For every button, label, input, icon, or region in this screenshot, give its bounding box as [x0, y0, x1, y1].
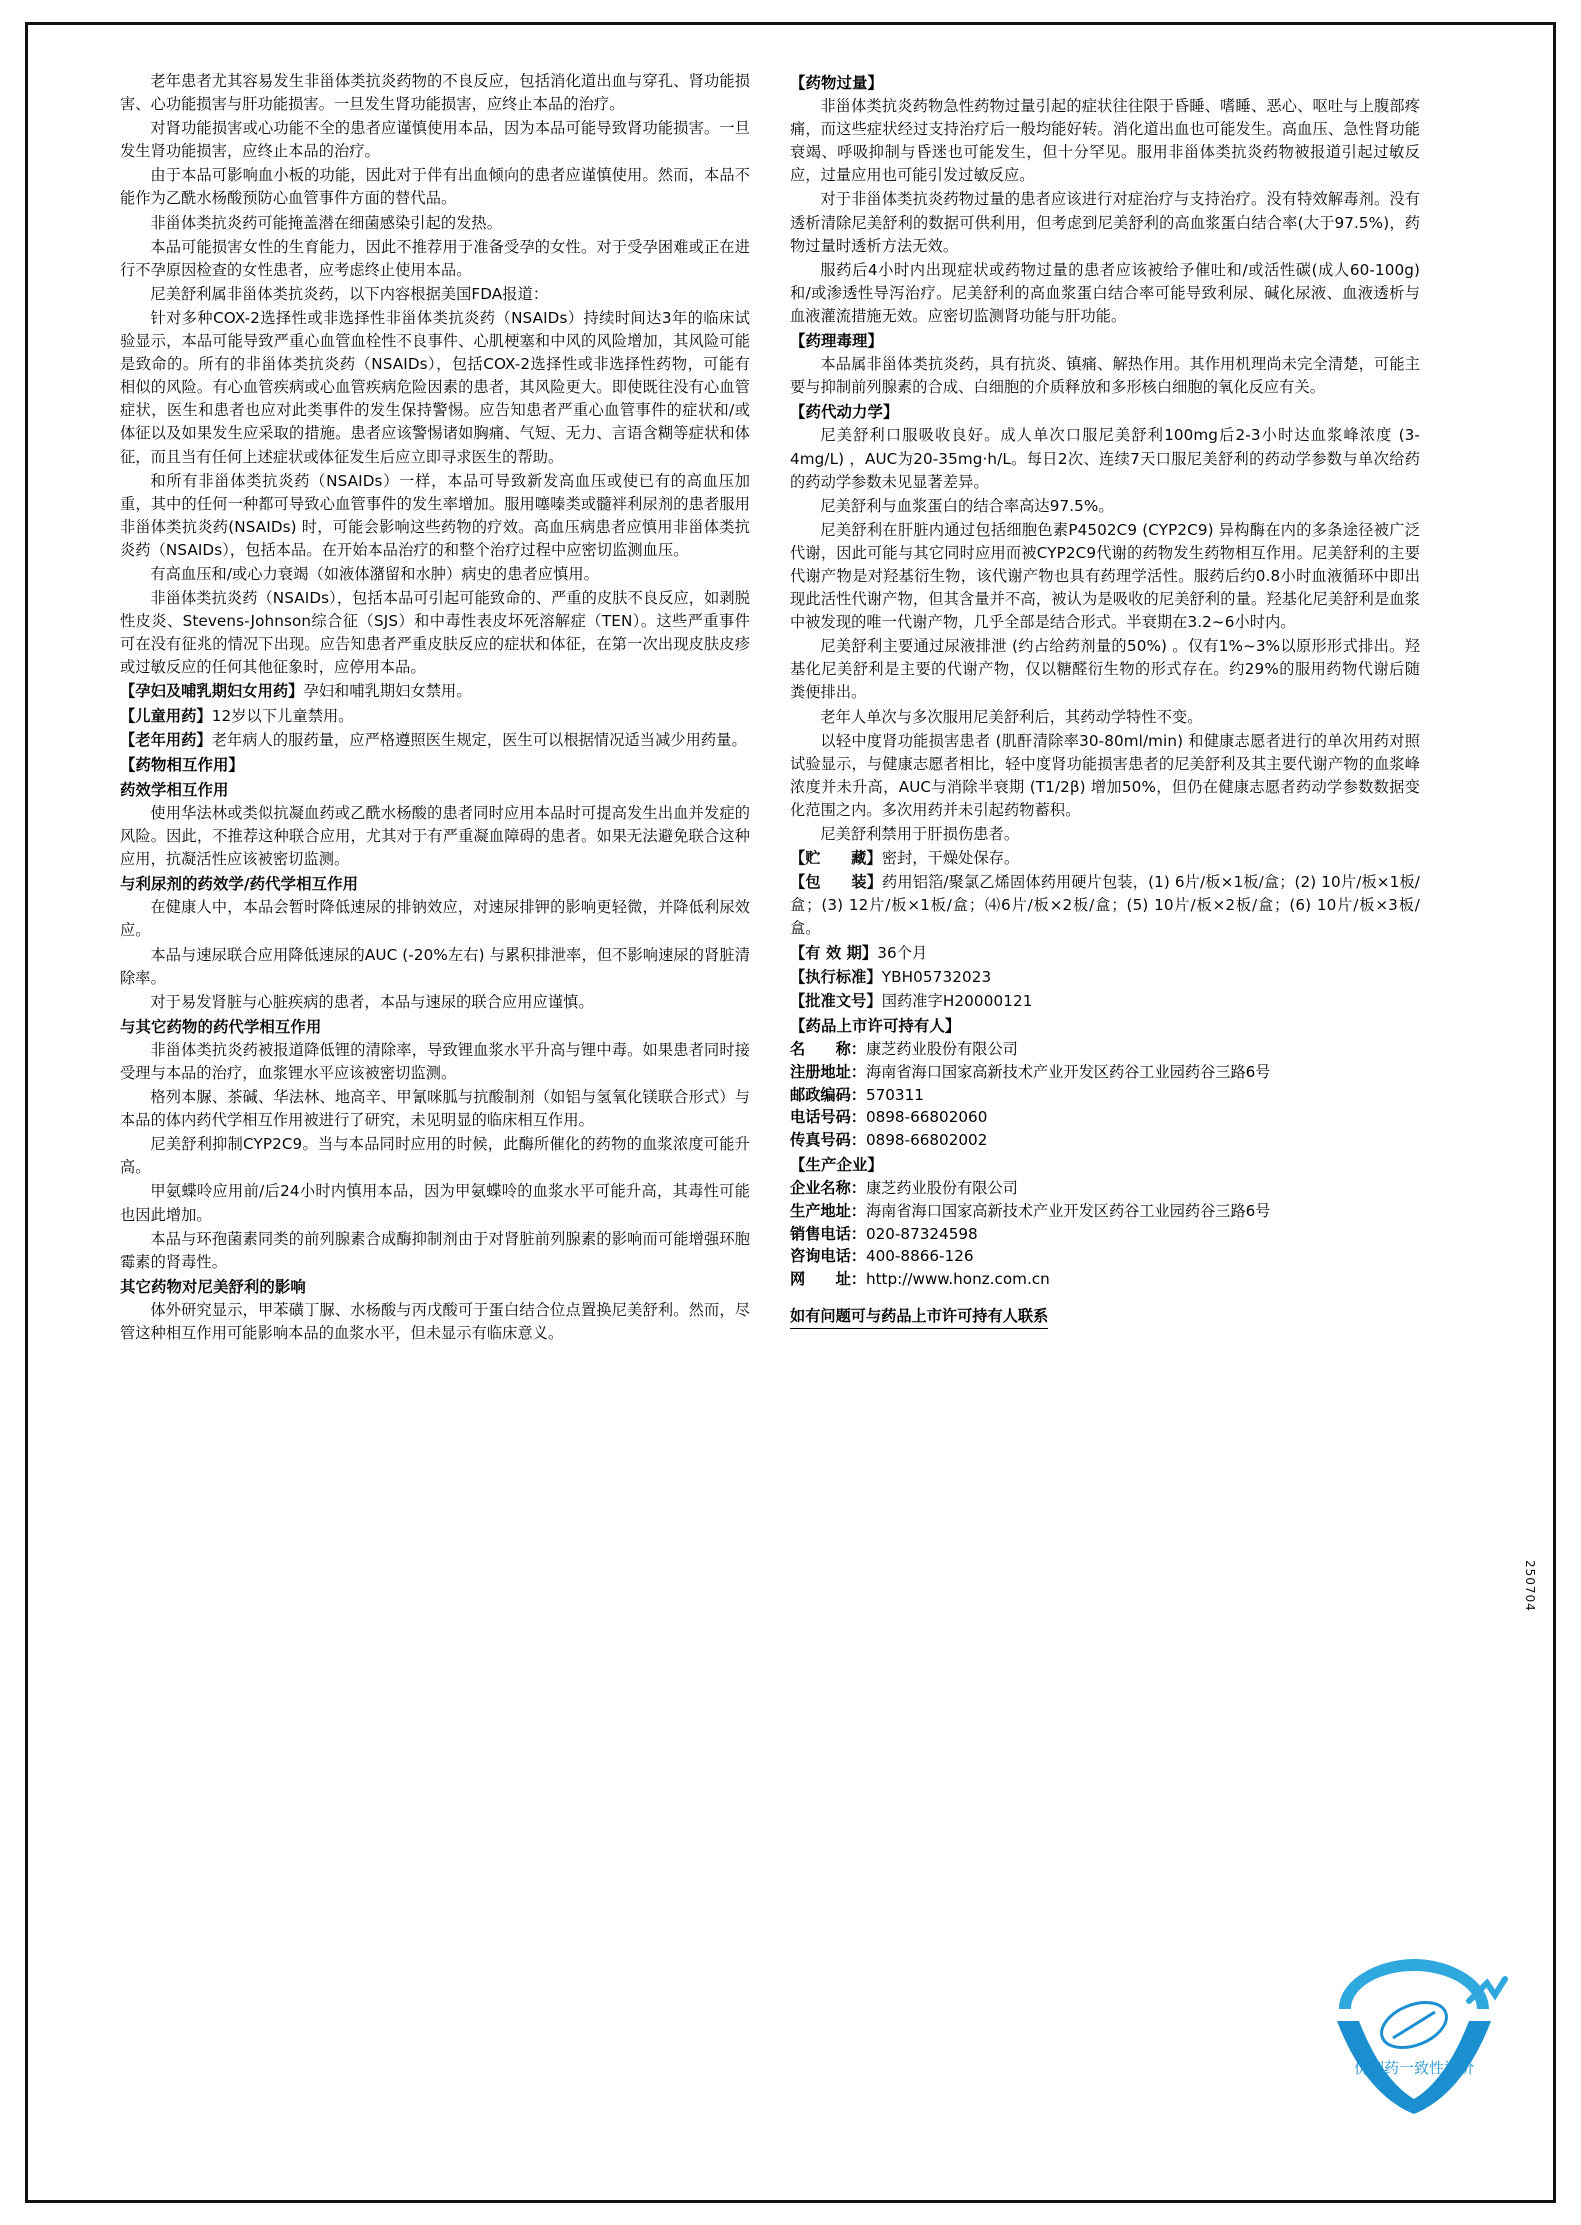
validity-row: [790, 942, 1420, 965]
paragraph: 甲氨蝶呤应用前/后24小时内慎用本品，因为甲氨蝶呤的血浆水平可能升高，其毒性可能也因此增加。: [120, 1182, 750, 1224]
standard-value: YBH05732023: [881, 967, 992, 986]
mah-row: [790, 1084, 1420, 1107]
subheading-pharmacodynamic: 药效学相互作用: [120, 780, 229, 799]
paragraph: 服药后4小时内出现症状或药物过量的患者应该被给予催吐和/或活性碳(成人60-100g)和/或渗透性导泻治疗。尼美舒利的高血浆蛋白结合率可能导致利尿、碱化尿液、血液透析与血液灌流措施无效。应密切监测肾功能与肝功能。: [790, 260, 1420, 325]
mah-value: 570311: [865, 1085, 924, 1104]
section-heading-interactions: 【药物相互作用】: [120, 755, 244, 774]
approval-label: 【批准文号】: [790, 991, 882, 1010]
left-column: [120, 70, 750, 1346]
paragraph: 针对多种COX-2选择性或非选择性非甾体类抗炎药（NSAIDs）持续时间达3年的临床试验显示，本品可能导致严重心血管血栓性不良事件、心肌梗塞和中风的风险增加，其风险可能是致命的。所有的非甾体类抗炎药（NSAIDs），包括COX-2选择性或非选择性药物，可能有相似的风险。有心血管疾病或心血管疾病危险因素的患者，其风险更大。即使既往没有心血管症状，医生和患者也应对此类事件的发生保持警惕。应告知患者严重心血管事件的症状和/或体征以及如果发生应采取的措施。患者应该警惕诸如胸痛、气短、无力、言语含糊等症状和体征，而且当有任何上述症状或体征发生后应立即寻求医生的帮助。: [120, 308, 750, 466]
mah-label: 注册地址：: [790, 1062, 866, 1081]
section-text: 老年病人的服药量，应严格遵照医生规定，医生可以根据情况适当减少用药量。: [211, 730, 747, 749]
website-value[interactable]: http://www.honz.com.cn: [865, 1270, 1050, 1289]
paragraph: 尼美舒利主要通过尿液排泄 (约占给药剂量的50%) 。仅有1%~3%以原形形式排出。羟基化尼美舒利是主要的代谢产物，仅以糖醛衍生物的形式存在。约29%的服用药物代谢后随粪便排出。: [790, 637, 1420, 702]
mah-row: [790, 1129, 1420, 1152]
package-row: [790, 871, 1420, 940]
paragraph: 格列本脲、茶碱、华法林、地高辛、甲氰咪胍与抗酸制剂（如铝与氢氧化镁联合形式）与本品的体内药代学相互作用被进行了研究，未见明显的临床相互作用。: [120, 1088, 750, 1130]
paragraph: 非甾体类抗炎药（NSAIDs），包括本品可引起可能致命的、严重的皮肤不良反应，如剥脱性皮炎、Stevens-Johnson综合征（SJS）和中毒性表皮坏死溶解症（TEN）。这些严重事件可在没有征兆的情况下出现。应告知患者严重皮肤反应的症状和体征，在第一次出现皮肤皮疹或过敏反应的任何其他征象时，应停用本品。: [120, 589, 750, 677]
manufacturer-row: [790, 1177, 1420, 1200]
section-children: [120, 705, 750, 728]
paragraph: 老年患者尤其容易发生非甾体类抗炎药物的不良反应，包括消化道出血与穿孔、肾功能损害、心功能损害与肝功能损害。一旦发生肾功能损害，应终止本品的治疗。: [120, 72, 750, 114]
package-label: 【包 装】: [790, 873, 883, 892]
paragraph: 本品可能损害女性的生育能力，因此不推荐用于准备受孕的女性。对于受孕困难或正在进行不孕原因检查的女性患者，应考虑终止使用本品。: [120, 237, 750, 279]
storage-row: [790, 847, 1420, 870]
paragraph: 本品与环孢菌素同类的前列腺素合成酶抑制剂由于对肾脏前列腺素的影响而可能增强环胞霉素的肾毒性。: [120, 1229, 750, 1271]
manufacturer-label: 企业名称：: [790, 1179, 866, 1197]
paragraph: 尼美舒利口服吸收良好。成人单次口服尼美舒利100mg后2-3小时达血浆峰浓度 (3-4mg/L) ，AUC为20-35mg·h/L。每日2次、连续7天口服尼美舒利的药动学参数与单次给药的药动学参数未见显著差异。: [790, 426, 1420, 491]
section-heading: 【老年用药】: [120, 730, 212, 749]
validity-label: 【有 效 期】: [790, 943, 878, 962]
paragraph: 以轻中度肾功能损害患者 (肌酐清除率30-80ml/min) 和健康志愿者进行的单次用药对照试验显示，与健康志愿者相比，轻中度肾功能损害患者的尼美舒利及其主要代谢产物的血浆峰浓度并未升高，AUC与消除半衰期 (T1/2β) 增加50%，但仍在健康志愿者药动学参数数据变化范围之内。多次用药并未引起药物蓄积。: [790, 731, 1420, 819]
section-pregnancy: [120, 680, 750, 703]
two-column-layout: [120, 70, 1420, 1346]
manufacturer-value: 康芝药业股份有限公司: [865, 1179, 1018, 1197]
subheading-effect-on-nimesulide: 其它药物对尼美舒利的影响: [120, 1277, 306, 1296]
standard-row: [790, 966, 1420, 989]
manufacturer-value: 020-87324598: [865, 1224, 978, 1243]
validity-value: 36个月: [877, 943, 928, 962]
section-text: 孕妇和哺乳期妇女禁用。: [303, 682, 472, 701]
paragraph: 由于本品可影响血小板的功能，因此对于伴有出血倾向的患者应谨慎使用。然而，本品不能作为乙酰水杨酸预防心血管事件方面的替代品。: [120, 166, 750, 208]
manufacturer-label: 生产地址：: [790, 1201, 866, 1220]
section-elderly: [120, 729, 750, 752]
section-heading-mah: 【药品上市许可持有人】: [790, 1016, 961, 1035]
manufacturer-value: 400-8866-126: [865, 1247, 974, 1266]
mah-value: 0898-66802060: [865, 1108, 988, 1127]
paragraph: 对于非甾体类抗炎药物过量的患者应该进行对症治疗与支持治疗。没有特效解毒剂。没有透析清除尼美舒利的数据可供利用，但考虑到尼美舒利的高血浆蛋白结合率(大于97.5%)，药物过量时透析方法无效。: [790, 190, 1420, 255]
manufacturer-row: [790, 1223, 1420, 1246]
manufacturer-row: [790, 1200, 1420, 1223]
paragraph: 对肾功能损害或心功能不全的患者应谨慎使用本品，因为本品可能导致肾功能损害。一旦发生肾功能损害，应终止本品的治疗。: [120, 119, 750, 161]
paragraph: 使用华法林或类似抗凝血药或乙酰水杨酸的患者同时应用本品时可提高发生出血并发症的风险。因此，不推荐这种联合应用，尤其对于有严重凝血障碍的患者。如果无法避免联合这种应用，抗凝活性应该被密切监测。: [120, 803, 750, 869]
right-column: [790, 70, 1420, 1346]
mah-value: 康芝药业股份有限公司: [865, 1039, 1018, 1058]
mah-label: 传真号码：: [790, 1131, 866, 1150]
section-heading-overdose: 【药物过量】: [790, 74, 883, 92]
manufacturer-value: 海南省海口国家高新技术产业开发区药谷工业园药谷三路6号: [865, 1201, 1271, 1220]
manufacturer-row: [790, 1268, 1420, 1291]
approval-value: 国药准字H20000121: [881, 991, 1033, 1010]
manufacturer-row: [790, 1245, 1420, 1268]
section-heading-pharmacology: 【药理毒理】: [790, 332, 883, 351]
paragraph: 本品属非甾体类抗炎药，具有抗炎、镇痛、解热作用。其作用机理尚未完全清楚，可能主要与抑制前列腺素的合成、白细胞的介质释放和多形核白细胞的氧化反应有关。: [790, 355, 1420, 397]
paragraph: 尼美舒利在肝脏内通过包括细胞色素P4502C9 (CYP2C9) 异构酶在内的多条途径被广泛代谢，因此可能与其它同时应用而被CYP2C9代谢的药物发生药物相互作用。尼美舒利的主要代谢产物是对羟基衍生物，该代谢产物也具有药理学活性。服药后约0.8小时血液循环中即出现此活性代谢产物，但其含量并不高，被认为是吸收的尼美舒利的量。羟基化尼美舒利是血浆中被发现的唯一代谢产物，几乎全部是结合形式。半衰期在3.2~6小时内。: [790, 520, 1420, 632]
paragraph: 非甾体类抗炎药物急性药物过量引起的症状往往限于昏睡、嗜睡、恶心、呕吐与上腹部疼痛，而这些症状经过支持治疗后一般均能好转。消化道出血也可能发生。高血压、急性肾功能衰竭、呼吸抑制与昏迷也可能发生，但十分罕见。服用非甾体类抗炎药物被报道引起过敏反应，过量应用也可能引发过敏反应。: [790, 97, 1420, 185]
generic-drug-consistency-logo: [1319, 1949, 1509, 2119]
approval-row: [790, 990, 1420, 1013]
standard-label: 【执行标准】: [790, 967, 882, 986]
section-heading: 【孕妇及哺乳期妇女用药】: [120, 682, 304, 701]
section-text: 12岁以下儿童禁用。: [211, 706, 354, 725]
paragraph: 体外研究显示，甲苯磺丁脲、水杨酸与丙戊酸可于蛋白结合位点置换尼美舒利。然而，尽管这种相互作用可能影响本品的血浆水平，但未显示有临床意义。: [120, 1300, 750, 1343]
subheading-diuretic: 与利尿剂的药效学/药代学相互作用: [120, 875, 359, 894]
package-value: 药用铝箔/聚氯乙烯固体药用硬片包装，(1) 6片/板×1板/盒；(2) 10片/板×1板/盒；(3) 12片/板×1板/盒；⑷6片/板×2板/盒；(5) 10片/板×2板/盒；(6) 10片/板×3板/盒。: [790, 873, 1421, 938]
paragraph: 尼美舒利抑制CYP2C9。当与本品同时应用的时候，此酶所催化的药物的血浆浓度可能升高。: [120, 1135, 750, 1177]
paragraph: 尼美舒利禁用于肝损伤患者。: [820, 825, 1020, 844]
storage-label: 【贮 藏】: [790, 849, 882, 868]
subheading-other-drugs: 与其它药物的药代学相互作用: [120, 1017, 322, 1036]
paragraph: 尼美舒利属非甾体类抗炎药，以下内容根据美国FDA报道：: [150, 284, 549, 303]
mah-label: 名 称：: [790, 1039, 866, 1058]
mah-value: 海南省海口国家高新技术产业开发区药谷工业园药谷三路6号: [865, 1062, 1271, 1081]
manufacturer-label: 咨询电话：: [790, 1247, 866, 1266]
mah-row: [790, 1038, 1420, 1061]
manufacturer-label: 销售电话：: [790, 1224, 866, 1243]
svg-text:仿制药一致性评价: 仿制药一致性评价: [1353, 2059, 1475, 2077]
side-print-code: 250704: [1523, 1560, 1537, 1612]
section-heading-pharmacokinetics: 【药代动力学】: [790, 403, 899, 422]
paragraph: 老年人单次与多次服用尼美舒利后，其药动学特性不变。: [820, 707, 1203, 726]
contact-note: 如有问题可与药品上市许可持有人联系: [790, 1305, 1048, 1329]
paragraph: 非甾体类抗炎药被报道降低锂的清除率，导致锂血浆水平升高与锂中毒。如果患者同时接受理与本品的治疗，血浆锂水平应该被密切监测。: [120, 1040, 750, 1082]
paragraph: 对于易发肾脏与心脏疾病的患者，本品与速尿的联合应用应谨慎。: [150, 992, 594, 1011]
manufacturer-label: 网 址：: [790, 1270, 866, 1289]
mah-label: 电话号码：: [790, 1108, 866, 1127]
paragraph: 尼美舒利与血浆蛋白的结合率高达97.5%。: [820, 496, 1114, 515]
paragraph: 本品与速尿联合应用降低速尿的AUC (-20%左右) 与累积排泄率，但不影响速尿的肾脏清除率。: [120, 945, 750, 987]
section-heading-manufacturer: 【生产企业】: [790, 1155, 883, 1174]
mah-row: [790, 1061, 1420, 1084]
mah-label: 邮政编码：: [790, 1085, 866, 1104]
mah-value: 0898-66802002: [865, 1131, 988, 1150]
paragraph: 和所有非甾体类抗炎药（NSAIDs）一样，本品可导致新发高血压或使已有的高血压加重，其中的任何一种都可导致心血管事件的发生率增加。服用噻嗪类或髓袢利尿剂的患者服用非甾体类抗炎药(NSAIDs) 时，可能会影响这些药物的疗效。高血压病患者应慎用非甾体类抗炎药（NSAIDs），包括本品。在开始本品治疗的和整个治疗过程中应密切监测血压。: [120, 471, 750, 559]
paragraph: 非甾体类抗炎药可能掩盖潜在细菌感染引起的发热。: [150, 213, 503, 232]
section-heading: 【儿童用药】: [120, 706, 212, 725]
mah-row: [790, 1106, 1420, 1129]
storage-value: 密封，干燥处保存。: [881, 849, 1020, 868]
paragraph: 有高血压和/或心力衰竭（如液体潴留和水肿）病史的患者应慎用。: [150, 564, 599, 583]
paragraph: 在健康人中，本品会暂时降低速尿的排钠效应，对速尿排钾的影响更轻微，并降低利尿效应。: [120, 898, 750, 940]
